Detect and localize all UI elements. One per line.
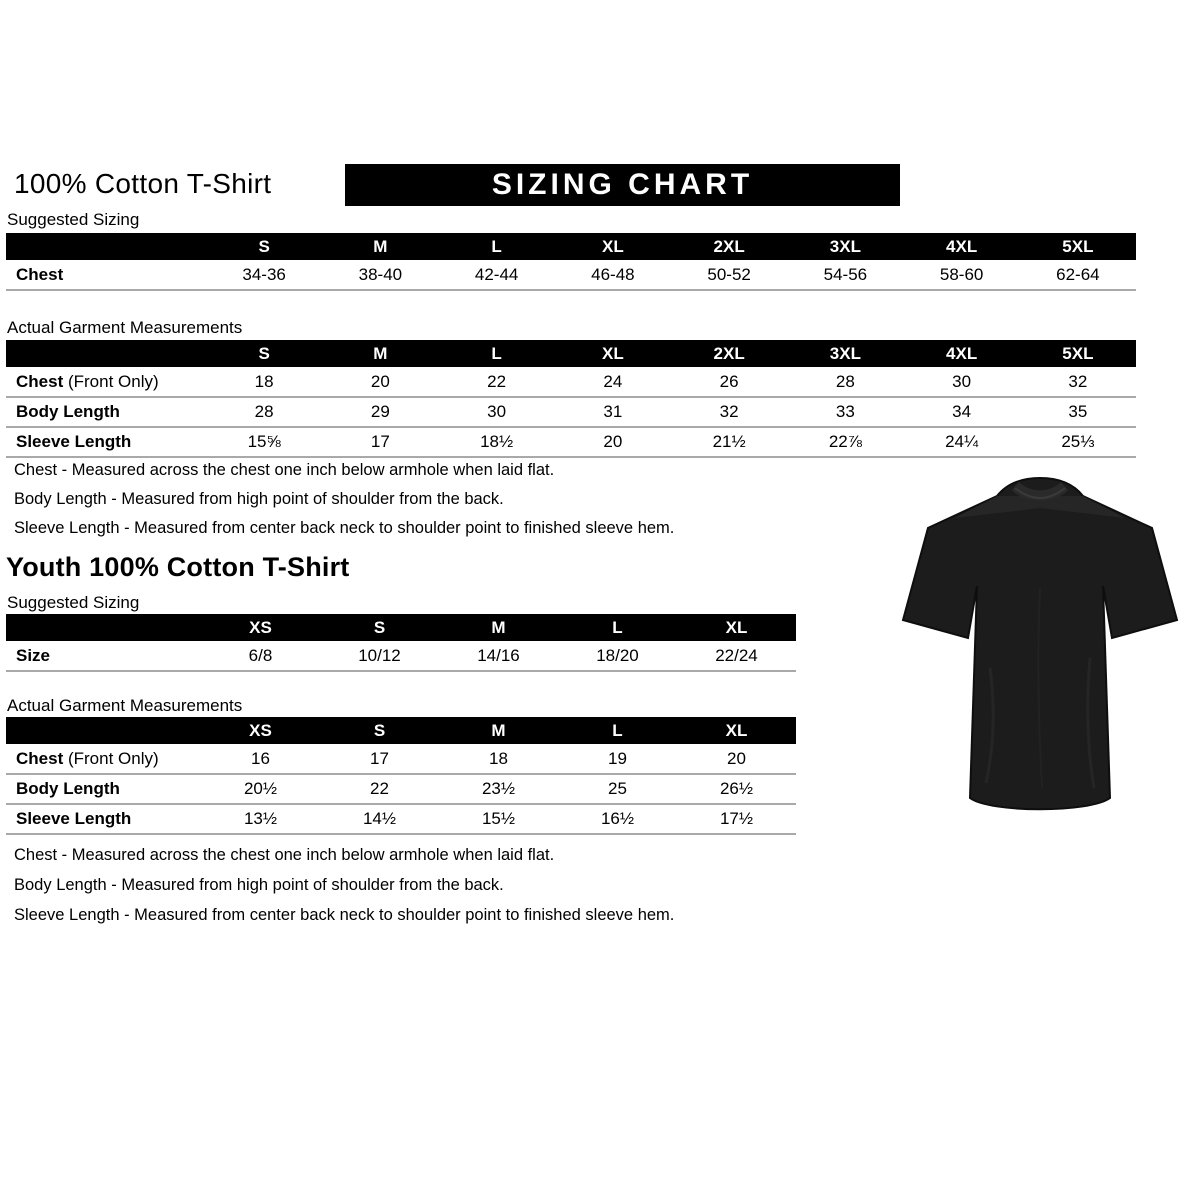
table-row — [6, 744, 796, 774]
value-cell: 46-48 — [555, 260, 671, 290]
note-line: Sleeve Length - Measured from center back neck to shoulder point to finished sleeve hem. — [14, 906, 675, 924]
size-column-header: XL — [555, 233, 671, 260]
value-cell: 13½ — [201, 804, 320, 834]
product-title: 100% Cotton T-Shirt — [14, 168, 272, 199]
table-row — [6, 397, 1136, 427]
size-column-header: 5XL — [1020, 233, 1136, 260]
value-cell: 17½ — [677, 804, 796, 834]
size-column-header: S — [206, 233, 322, 260]
table-row — [6, 774, 796, 804]
header-label-cell — [6, 233, 206, 260]
youth-actual-measurements-table — [6, 717, 796, 835]
table-header-row — [6, 717, 796, 744]
youth-measurement-notes — [14, 845, 834, 934]
value-cell: 28 — [787, 367, 903, 397]
row-label: Size — [6, 641, 201, 671]
value-cell: 17 — [320, 744, 439, 774]
size-column-header: M — [322, 340, 438, 367]
value-cell: 28 — [206, 397, 322, 427]
value-cell: 20 — [555, 427, 671, 457]
size-column-header: L — [439, 340, 555, 367]
value-cell: 30 — [904, 367, 1020, 397]
value-cell: 32 — [1020, 367, 1136, 397]
value-cell: 34 — [904, 397, 1020, 427]
value-cell: 33 — [787, 397, 903, 427]
size-column-header: S — [320, 614, 439, 641]
size-column-header: S — [206, 340, 322, 367]
adult-suggested-sizing-label: Suggested Sizing — [7, 210, 140, 229]
row-label: Body Length — [6, 774, 201, 804]
value-cell: 26 — [671, 367, 787, 397]
size-column-header: L — [439, 233, 555, 260]
table-row — [6, 641, 796, 671]
value-cell: 18/20 — [558, 641, 677, 671]
value-cell: 17 — [322, 427, 438, 457]
value-cell: 18½ — [439, 427, 555, 457]
size-column-header: XL — [677, 614, 796, 641]
value-cell: 25⅓ — [1020, 427, 1136, 457]
note-line: Chest - Measured across the chest one inch below armhole when laid flat. — [14, 846, 555, 864]
row-label: Chest (Front Only) — [6, 744, 201, 774]
header-label-cell — [6, 340, 206, 367]
value-cell: 25 — [558, 774, 677, 804]
size-column-header: XL — [555, 340, 671, 367]
youth-suggested-sizing-table — [6, 614, 796, 672]
value-cell: 31 — [555, 397, 671, 427]
table-row — [6, 260, 1136, 290]
tshirt-image — [890, 468, 1190, 828]
table-header-row — [6, 233, 1136, 260]
value-cell: 16½ — [558, 804, 677, 834]
header-label-cell — [6, 717, 201, 744]
size-column-header: S — [320, 717, 439, 744]
value-cell: 10/12 — [320, 641, 439, 671]
value-cell: 38-40 — [322, 260, 438, 290]
value-cell: 20 — [677, 744, 796, 774]
value-cell: 16 — [201, 744, 320, 774]
sizing-chart-banner: SIZING CHART — [345, 164, 900, 206]
value-cell: 22/24 — [677, 641, 796, 671]
size-column-header: 3XL — [787, 233, 903, 260]
value-cell: 58-60 — [904, 260, 1020, 290]
size-column-header: M — [439, 717, 558, 744]
value-cell: 30 — [439, 397, 555, 427]
value-cell: 21½ — [671, 427, 787, 457]
table-row — [6, 804, 796, 834]
note-line: Body Length - Measured from high point of shoulder from the back. — [14, 876, 504, 894]
size-column-header: L — [558, 614, 677, 641]
size-column-header: 4XL — [904, 340, 1020, 367]
value-cell: 22⅞ — [787, 427, 903, 457]
size-column-header: L — [558, 717, 677, 744]
adult-actual-measurements-table — [6, 340, 1136, 458]
value-cell: 22 — [320, 774, 439, 804]
size-column-header: M — [439, 614, 558, 641]
value-cell: 19 — [558, 744, 677, 774]
youth-suggested-sizing-label: Suggested Sizing — [7, 593, 140, 612]
value-cell: 54-56 — [787, 260, 903, 290]
value-cell: 32 — [671, 397, 787, 427]
value-cell: 26½ — [677, 774, 796, 804]
adult-suggested-sizing-table — [6, 233, 1136, 291]
table-header-row — [6, 340, 1136, 367]
value-cell: 20½ — [201, 774, 320, 804]
value-cell: 18 — [206, 367, 322, 397]
table-header-row — [6, 614, 796, 641]
adult-measurement-notes — [14, 460, 834, 547]
value-cell: 18 — [439, 744, 558, 774]
value-cell: 34-36 — [206, 260, 322, 290]
row-label: Sleeve Length — [6, 804, 201, 834]
value-cell: 29 — [322, 397, 438, 427]
note-line: Body Length - Measured from high point of shoulder from the back. — [14, 490, 504, 508]
tshirt-graphic — [890, 468, 1190, 828]
value-cell: 62-64 — [1020, 260, 1136, 290]
row-label: Chest (Front Only) — [6, 367, 206, 397]
size-column-header: XL — [677, 717, 796, 744]
value-cell: 6/8 — [201, 641, 320, 671]
table-row — [6, 367, 1136, 397]
value-cell: 15½ — [439, 804, 558, 834]
youth-product-title: Youth 100% Cotton T-Shirt — [6, 552, 350, 582]
header-label-cell — [6, 614, 201, 641]
row-label: Body Length — [6, 397, 206, 427]
value-cell: 42-44 — [439, 260, 555, 290]
value-cell: 14½ — [320, 804, 439, 834]
value-cell: 15⅝ — [206, 427, 322, 457]
size-column-header: XS — [201, 614, 320, 641]
value-cell: 22 — [439, 367, 555, 397]
size-column-header: 3XL — [787, 340, 903, 367]
size-column-header: 4XL — [904, 233, 1020, 260]
size-column-header: XS — [201, 717, 320, 744]
value-cell: 24 — [555, 367, 671, 397]
size-column-header: M — [322, 233, 438, 260]
youth-actual-measurements-label: Actual Garment Measurements — [7, 696, 243, 715]
note-line: Sleeve Length - Measured from center back neck to shoulder point to finished sleeve hem. — [14, 519, 675, 537]
note-line: Chest - Measured across the chest one inch below armhole when laid flat. — [14, 461, 555, 479]
value-cell: 50-52 — [671, 260, 787, 290]
value-cell: 14/16 — [439, 641, 558, 671]
row-label: Chest — [6, 260, 206, 290]
row-label: Sleeve Length — [6, 427, 206, 457]
value-cell: 23½ — [439, 774, 558, 804]
adult-actual-measurements-label: Actual Garment Measurements — [7, 318, 243, 337]
value-cell: 24¼ — [904, 427, 1020, 457]
value-cell: 35 — [1020, 397, 1136, 427]
value-cell: 20 — [322, 367, 438, 397]
size-column-header: 5XL — [1020, 340, 1136, 367]
size-column-header: 2XL — [671, 340, 787, 367]
size-column-header: 2XL — [671, 233, 787, 260]
table-row — [6, 427, 1136, 457]
